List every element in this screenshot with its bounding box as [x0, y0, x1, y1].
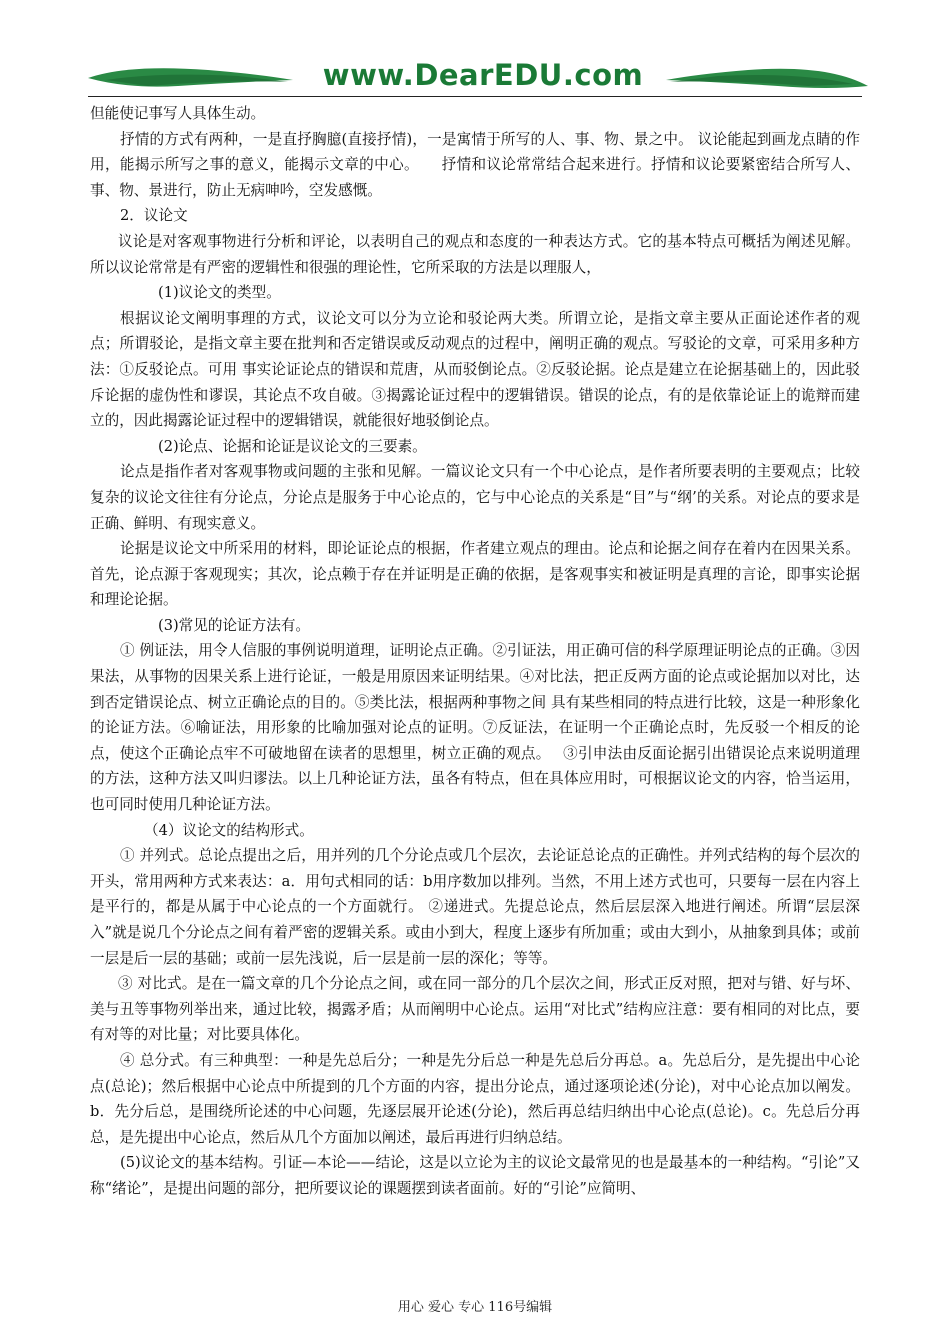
- site-header-banner: [88, 56, 868, 100]
- subheading-structure-forms: （4）议论文的结构形式。: [144, 821, 314, 839]
- paragraph-11: ① 例证法，用令人信服的事例说明道理，证明论点正确。②引证法，用正确可信的科学原理证明论点的正确。③因果法，从事物的因果关系上进行论证，一般是用原因来证明结果。④对比法，把正反两方面的论点或论据加以对比，达到否定错误论点、树立正确论点的目的。⑤类比法，根据两种事物之间 具有某些相同的特点进行比较，这是一种形象化的论证方法。⑥喻证法，用形象的比喻加强对论点的证明。⑦反证法，在证明一个正确论点时，先反驳一个相反的论点，使这个正确论点牢不可破地留在读者的思想里，树立正确的观点。 ③引申法由反面论据引出错误论点来说明道理的方法，这种方法又叫归谬法。以上几种论证方法，虽各有特点，但在具体应用时，可根据议论文的内容，恰当运用，也可同时使用几种论证方法。: [90, 642, 860, 814]
- paragraph-1: 但能使记事写人具体生动。: [90, 105, 266, 122]
- paragraph-4: 议论是对客观事物进行分析和评论，以表明自己的观点和态度的一种表达方式。它的基本特点可概括为阐述见解。所以议论常常是有严密的逻辑性和很强的理论性，它所采取的方法是以理服人，: [90, 232, 860, 276]
- document-body: [90, 101, 860, 1202]
- subheading-types: (1)议论文的类型。: [158, 284, 281, 302]
- paragraph-15: ④ 总分式。有三种典型：一种是先总后分；一种是先分后总一种是先总后分再总。a。先总后分，是先提出中心论点(总论)；然后根据中心论点中所提到的几个方面的内容，提出分论点，通过逐项论述(分论)，对中心论点加以阐发。b．先分后总，是围绕所论述的中心问题，先逐层展开论述(分论)，然后再总结归纳出中心论点(总论)。c。先总后分再总，是先提出中心论点，然后从几个方面加以阐述，最后再进行归纳总结。: [90, 1051, 860, 1146]
- paragraph-9: 论据是议论文中所采用的材料，即论证论点的根据，作者建立观点的理由。论点和论据之间存在着内在因果关系。首先，论点源于客观现实；其次，论点赖于存在并证明是正确的依据，是客观事实和被证明是真理的言论，即事实论据和理论论据。: [90, 540, 860, 609]
- subheading-methods: (3)常见的论证方法有。: [158, 616, 311, 634]
- subheading-three-elements: (2)论点、论据和论证是议论文的三要素。: [158, 437, 427, 455]
- page-footer: 用心 爱心 专心 116号编辑: [397, 1300, 553, 1315]
- paragraph-14: ③ 对比式。是在一篇文章的几个分论点之间，或在同一部分的几个层次之间，形式正反对照，把对与错、好与坏、美与丑等事物列举出来，通过比较，揭露矛盾；从而阐明中心论点。运用“对比式”结构应注意：要有相同的对比点，要有对等的对比量；对比要具体化。: [90, 975, 860, 1044]
- paragraph-6: 根据议论文阐明事理的方式，议论文可以分为立论和驳论两大类。所谓立论，是指文章主要从正面论述作者的观点；所谓驳论，是指文章主要在批判和否定错误或反动观点的过程中，阐明正确的观点。写驳论的文章，可采用多种方法：①反驳论点。可用 事实论证论点的错误和荒唐，从而驳倒论点。②反驳论据。论点是建立在论据基础上的，因此驳斥论据的虚伪性和谬误，其论点不攻自破。③揭露论证过程中的逻辑错误。错误的论点，有的是依靠论证上的诡辩而建立的，因此揭露论证过程中的逻辑错误，就能很好地驳倒论点。: [90, 309, 860, 430]
- section-heading-argumentation: 2．议论文: [120, 207, 188, 225]
- site-logo-text: www.DearEDU.com: [322, 58, 644, 92]
- paragraph-16: (5)议论文的基本结构。引证—本论——结论，这是以立论为主的议论文最常见的也是最基本的一种结构。“引论”又称“绪论”，是提出问题的部分，把所要议论的课题摆到读者面前。好的“引论”应简明、: [90, 1154, 860, 1197]
- header-divider: [88, 96, 862, 97]
- paragraph-2: 抒情的方式有两种，一是直抒胸臆(直接抒情)，一是寓情于所写的人、事、物、景之中。 议论能起到画龙点睛的作用，能揭示所写之事的意义，能揭示文章的中心。 抒情和议论常常结合起来进行。抒情和议论要紧密结合所写人、事、物、景进行，防止无病呻吟，空发感慨。: [90, 130, 860, 199]
- paragraph-13: ① 并列式。总论点提出之后，用并列的几个分论点或几个层次，去论证总论点的正确性。并列式结构的每个层次的开头，常用两种方式来表达：a．用句式相同的话：b用序数加以排列。当然，不用上述方式也可，只要每一层在内容上是平行的，都是从属于中心论点的一个方面就行。 ②递进式。先提总论点，然后层层深入地进行阐述。所谓“层层深入”就是说几个分论点之间有着严密的逻辑关系。或由小到大，程度上逐步有所加重；或由大到小，从抽象到具体；或前一层是后一层的基础；或前一层先浅说，后一层是前一层的深化；等等。: [90, 847, 860, 967]
- paragraph-8: 论点是指作者对客观事物或问题的主张和见解。一篇议论文只有一个中心论点，是作者所要表明的主要观点；比较复杂的议论文往往有分论点，分论点是服务于中心论点的，它与中心论点的关系是“目”与“纲’的关系。对论点的要求是正确、鲜明、有现实意义。: [90, 463, 860, 532]
